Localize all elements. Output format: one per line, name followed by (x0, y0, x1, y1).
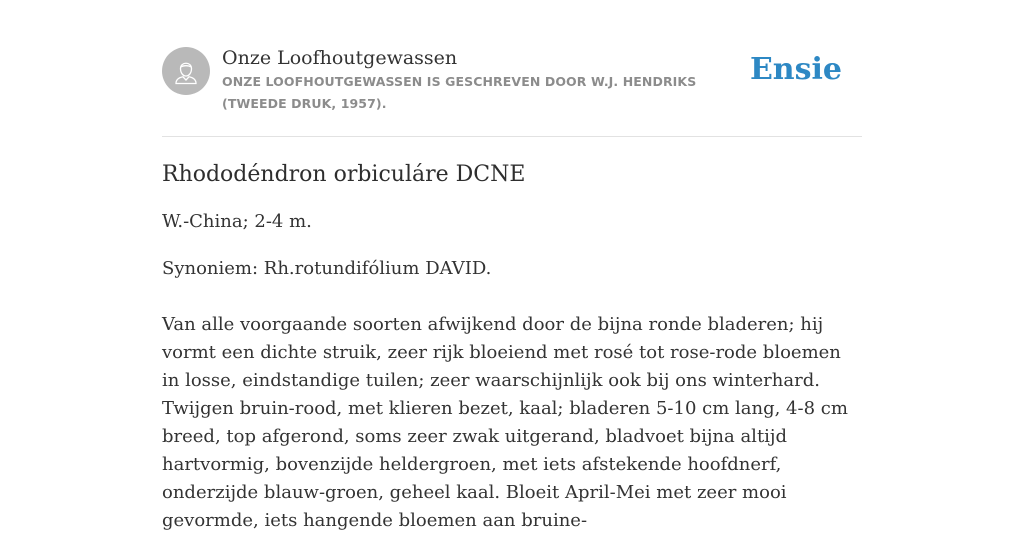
author-header (162, 0, 862, 137)
author-description: ONZE LOOFHOUTGEWASSEN IS GESCHREVEN DOOR W.J. HENDRIKS (TWEEDE DRUK, 1957). (222, 74, 697, 111)
author-name[interactable]: Onze Loofhoutgewassen (222, 47, 458, 69)
entry-title: Rhododéndron orbiculáre DCNE (162, 162, 526, 187)
synonym-line: Synoniem: Rh.rotundifólium DAVID. (162, 258, 492, 279)
article-content (162, 137, 862, 535)
page-container (162, 0, 862, 554)
author-info (222, 46, 762, 115)
avatar[interactable] (162, 47, 210, 95)
article-body: Van alle voorgaande soorten afwijkend door de bijna ronde bladeren; hij vormt een dichte struik, zeer rijk bloeiend met rosé tot rose-rode bloemen in losse, eindstandige tuilen; zeer waarschijnlijk ook bij ons winterhard. Twijgen bruin-rood, met klieren bezet, kaal; bladeren 5-10 cm lang, 4-8 cm breed, top afgerond, soms zeer zwak uitgerand, bladvoet bijna altijd hartvormig, bovenzijde heldergroen, met iets afstekende hoofdnerf, onderzijde blauw-groen, geheel kaal. Bloeit April-Mei met zeer mooi gevormde, iets hangende bloemen aan bruine- (162, 314, 848, 531)
user-silhouette-icon (162, 47, 210, 95)
ensie-logo[interactable]: Ensie (749, 52, 842, 87)
origin-line: W.-China; 2-4 m. (162, 211, 312, 232)
